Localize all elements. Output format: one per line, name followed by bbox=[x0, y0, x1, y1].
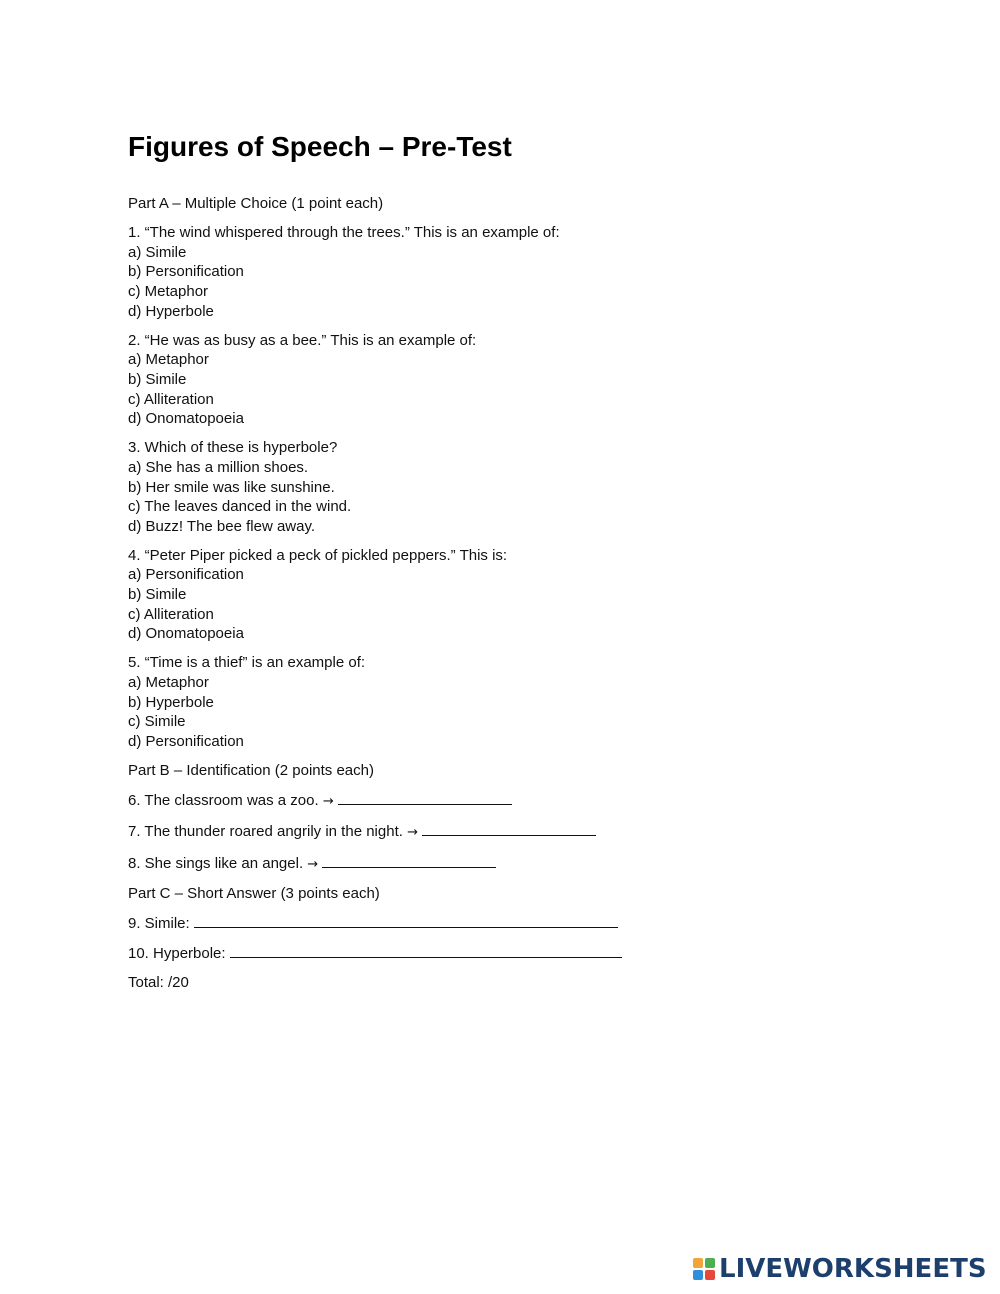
arrow-icon: → bbox=[322, 794, 334, 810]
answer-option[interactable]: b) Her smile was like sunshine. bbox=[128, 478, 335, 496]
identification-item bbox=[128, 821, 748, 843]
answer-option[interactable]: b) Simile bbox=[128, 586, 187, 604]
answer-option[interactable]: d) Personification bbox=[128, 732, 244, 750]
answer-option[interactable]: a) Simile bbox=[128, 243, 187, 261]
worksheet bbox=[128, 126, 748, 1003]
answer-option[interactable]: d) Onomatopoeia bbox=[128, 410, 244, 428]
question-5 bbox=[128, 653, 748, 751]
logo-tiles-icon bbox=[693, 1258, 715, 1280]
answer-option[interactable]: d) Buzz! The bee flew away. bbox=[128, 517, 316, 535]
identification-item bbox=[128, 790, 748, 812]
arrow-icon: → bbox=[407, 825, 418, 841]
question-prompt: 2. “He was as busy as a bee.” This is an example of: bbox=[128, 331, 477, 349]
logo-tile bbox=[705, 1258, 715, 1268]
part-a-heading: Part A – Multiple Choice (1 point each) bbox=[128, 195, 384, 212]
answer-option[interactable]: d) Hyperbole bbox=[128, 302, 214, 320]
question-prompt: 5. “Time is a thief” is an example of: bbox=[128, 654, 366, 672]
item-text: 8. She sings like an angel. bbox=[128, 854, 304, 872]
answer-option[interactable]: a) Metaphor bbox=[128, 674, 209, 692]
answer-option[interactable]: c) Alliteration bbox=[128, 390, 214, 408]
logo-tile bbox=[693, 1270, 703, 1280]
question-prompt: 1. “The wind whispered through the trees.” This is an example of: bbox=[128, 224, 560, 242]
part-c-heading: Part C – Short Answer (3 points each) bbox=[128, 884, 380, 902]
arrow-icon: → bbox=[307, 856, 319, 872]
answer-blank[interactable] bbox=[194, 913, 618, 928]
short-answer-item bbox=[128, 913, 748, 934]
item-text: 9. Simile: bbox=[128, 914, 190, 932]
item-text: 7. The thunder roared angrily in the night. bbox=[128, 823, 403, 841]
page-title: Figures of Speech – Pre-Test bbox=[128, 131, 512, 162]
question-prompt: 4. “Peter Piper picked a peck of pickled peppers.” This is: bbox=[128, 546, 508, 564]
answer-option[interactable]: c) The leaves danced in the wind. bbox=[128, 498, 352, 516]
answer-blank[interactable] bbox=[322, 853, 496, 868]
part-b-heading: Part B – Identification (2 points each) bbox=[128, 762, 374, 779]
question-1 bbox=[128, 223, 748, 321]
answer-option[interactable]: c) Alliteration bbox=[128, 605, 214, 623]
question-prompt: 3. Which of these is hyperbole? bbox=[128, 439, 338, 457]
answer-option[interactable]: a) She has a million shoes. bbox=[128, 458, 309, 476]
total-score: Total: /20 bbox=[128, 974, 189, 992]
answer-blank[interactable] bbox=[230, 943, 622, 958]
identification-item bbox=[128, 853, 748, 875]
answer-option[interactable]: a) Personification bbox=[128, 566, 244, 584]
answer-blank[interactable] bbox=[338, 790, 512, 805]
logo-tile bbox=[693, 1258, 703, 1268]
question-3 bbox=[128, 438, 748, 536]
answer-option[interactable]: b) Personification bbox=[128, 263, 244, 281]
answer-option[interactable]: b) Simile bbox=[128, 370, 187, 388]
answer-option[interactable]: d) Onomatopoeia bbox=[128, 625, 244, 643]
answer-option[interactable]: a) Metaphor bbox=[128, 351, 209, 369]
answer-option[interactable]: c) Metaphor bbox=[128, 282, 209, 300]
answer-option[interactable]: c) Simile bbox=[128, 713, 186, 731]
item-text: 10. Hyperbole: bbox=[128, 945, 226, 963]
logo-tile bbox=[705, 1270, 715, 1280]
answer-option[interactable]: b) Hyperbole bbox=[128, 693, 214, 711]
answer-blank[interactable] bbox=[422, 821, 596, 836]
question-4 bbox=[128, 546, 748, 644]
short-answer-item bbox=[128, 943, 748, 964]
item-text: 6. The classroom was a zoo. bbox=[128, 792, 319, 810]
logo-text: LIVEWORKSHEETS bbox=[719, 1254, 987, 1284]
question-2 bbox=[128, 331, 748, 429]
liveworksheets-logo[interactable] bbox=[693, 1254, 987, 1284]
